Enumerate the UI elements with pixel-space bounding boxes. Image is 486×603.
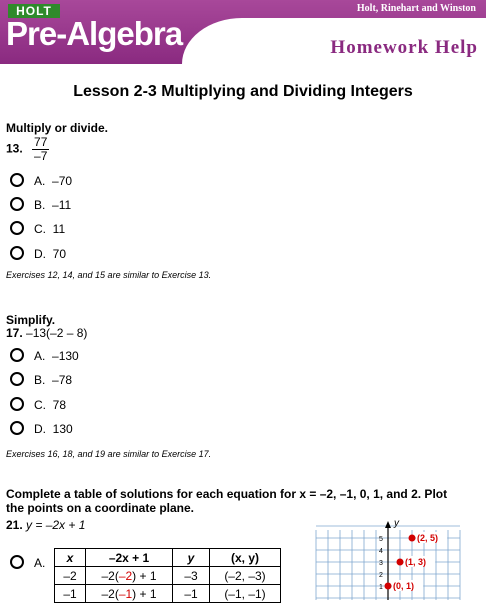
- point-label: (2, 5): [417, 533, 439, 543]
- cell-x: –2: [55, 567, 86, 585]
- table-row: [55, 567, 281, 585]
- column-header: x: [55, 549, 86, 567]
- option-label: A.: [34, 556, 46, 570]
- tick-label: 4: [379, 548, 383, 555]
- data-point: [385, 583, 392, 590]
- question-number: 21.: [6, 518, 23, 532]
- question-21: [6, 518, 85, 532]
- option-label: C. 11: [34, 222, 66, 236]
- y-axis-label: y: [394, 518, 399, 529]
- fraction: [32, 136, 49, 163]
- point-label: (1, 3): [405, 557, 427, 567]
- column-header: (x, y): [210, 549, 281, 567]
- section3-heading: Complete a table of solutions for each equation for x = –2, –1, 0, 1, and 2. Plot the points on a coordinate plane.: [6, 487, 448, 515]
- cell-expr: –2(–1) + 1: [86, 585, 173, 603]
- option-label: D. 70: [34, 247, 67, 261]
- radio-button[interactable]: [10, 555, 24, 569]
- point-label: (0, 1): [393, 581, 415, 591]
- option-label: B. –11: [34, 198, 72, 212]
- exercise-note: Exercises 12, 14, and 15 are similar to Exercise 13.: [6, 270, 212, 280]
- cell-pair: (–1, –1): [210, 585, 281, 603]
- radio-button[interactable]: [10, 372, 24, 386]
- radio-button[interactable]: [10, 348, 24, 362]
- expression: –13(–2 – 8): [26, 326, 88, 340]
- lesson-title: Lesson 2-3 Multiplying and Dividing Integers: [73, 83, 413, 100]
- equation: y = –2x + 1: [26, 518, 86, 532]
- option-label: D. 130: [34, 422, 73, 436]
- section1-heading: Multiply or divide.: [6, 121, 109, 135]
- data-point: [397, 559, 404, 566]
- radio-button[interactable]: [10, 421, 24, 435]
- tick-label: 1: [379, 584, 383, 591]
- column-header: y: [173, 549, 210, 567]
- radio-button[interactable]: [10, 397, 24, 411]
- cell-expr: –2(–2) + 1: [86, 567, 173, 585]
- tick-label: 5: [379, 536, 383, 543]
- homework-help-title: Homework Help: [330, 37, 478, 58]
- radio-button[interactable]: [10, 246, 24, 260]
- radio-button[interactable]: [10, 173, 24, 187]
- radio-button[interactable]: [10, 197, 24, 211]
- numerator: 77: [34, 135, 48, 149]
- option-label: A. –130: [34, 349, 79, 363]
- header-banner: [0, 0, 486, 68]
- table-header-row: [55, 549, 281, 567]
- column-header: –2x + 1: [86, 549, 173, 567]
- y-axis-arrow: [385, 521, 391, 528]
- cell-y: –1: [173, 585, 210, 603]
- book-title: Pre-Algebra: [6, 15, 183, 52]
- option-label: B. –78: [34, 373, 73, 387]
- question-number: 13.: [6, 141, 23, 156]
- cell-y: –3: [173, 567, 210, 585]
- option-label: A. –70: [34, 174, 73, 188]
- cell-x: –1: [55, 585, 86, 603]
- solution-table: [54, 548, 281, 603]
- section2-heading: Simplify.: [6, 313, 56, 327]
- cell-pair: (–2, –3): [210, 567, 281, 585]
- data-point: [409, 535, 416, 542]
- tick-label: 2: [379, 572, 383, 579]
- question-17: [6, 326, 87, 340]
- holt-badge: HOLT: [8, 4, 60, 18]
- question-13: [6, 136, 49, 163]
- option-label: C. 78: [34, 398, 67, 412]
- question-number: 17.: [6, 326, 23, 340]
- denominator: –7: [34, 149, 48, 163]
- radio-button[interactable]: [10, 221, 24, 235]
- publisher-name: Holt, Rinehart and Winston: [356, 3, 476, 14]
- tick-label: 3: [379, 560, 383, 567]
- exercise-note: Exercises 16, 18, and 19 are similar to Exercise 17.: [6, 449, 212, 459]
- coordinate-graph: [304, 516, 464, 600]
